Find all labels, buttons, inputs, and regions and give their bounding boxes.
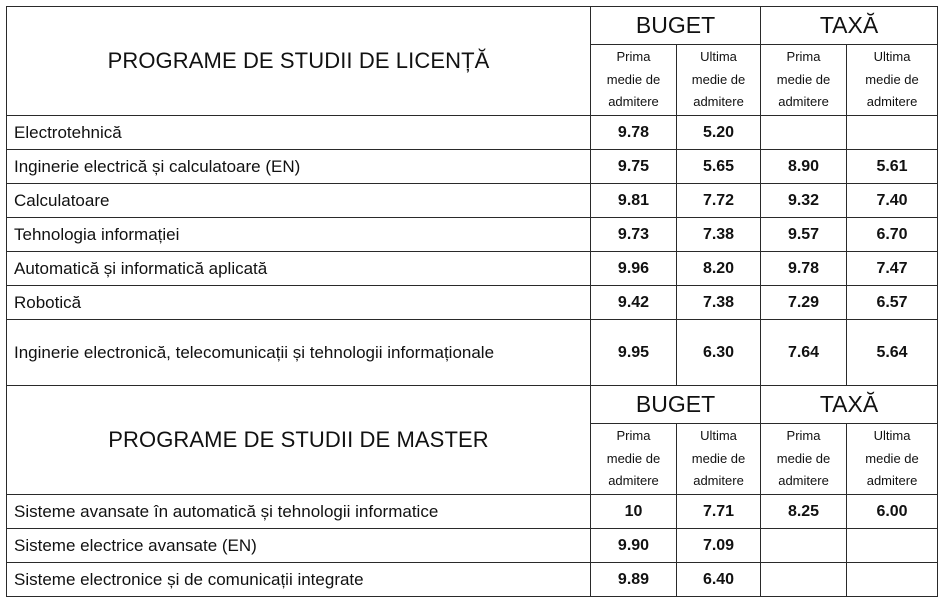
average-value [847, 563, 938, 597]
program-name: Sisteme electronice și de comunicații integrate [7, 563, 591, 597]
last-admission-average-header [677, 424, 761, 495]
master-header-row [7, 386, 938, 424]
average-value [761, 529, 847, 563]
average-value: 7.64 [761, 320, 847, 386]
program-name: Calculatoare [7, 184, 591, 218]
average-value: 5.20 [677, 116, 761, 150]
table-row [7, 252, 938, 286]
average-value [761, 116, 847, 150]
last-admission-average-header [847, 424, 938, 495]
average-value: 7.38 [677, 218, 761, 252]
subheader-line: Prima [616, 49, 651, 65]
average-value: 6.00 [847, 495, 938, 529]
average-value: 9.42 [591, 286, 677, 320]
average-value: 8.25 [761, 495, 847, 529]
average-value [847, 529, 938, 563]
table-row [7, 218, 938, 252]
average-value: 7.47 [847, 252, 938, 286]
subheader-line: medie de [776, 71, 831, 87]
average-value: 9.73 [591, 218, 677, 252]
average-value: 9.78 [761, 252, 847, 286]
first-admission-average-header [591, 424, 677, 495]
subheader-line: admitere [608, 94, 659, 110]
average-value: 9.32 [761, 184, 847, 218]
average-value: 5.61 [847, 150, 938, 184]
program-name: Sisteme avansate în automatică și tehnologii informatice [7, 495, 591, 529]
last-admission-average-header [847, 45, 938, 116]
average-value: 5.64 [847, 320, 938, 386]
program-name: Sisteme electrice avansate (EN) [7, 529, 591, 563]
average-value: 6.40 [677, 563, 761, 597]
average-value: 5.65 [677, 150, 761, 184]
subheader-line: Ultima [873, 49, 911, 65]
average-value: 7.40 [847, 184, 938, 218]
subheader-line: Ultima [700, 49, 737, 65]
subheader-line: Ultima [700, 428, 737, 444]
program-name: Robotică [7, 286, 591, 320]
table-row [7, 286, 938, 320]
average-value [761, 563, 847, 597]
average-value: 9.89 [591, 563, 677, 597]
average-value [847, 116, 938, 150]
table-row [7, 495, 938, 529]
table-row [7, 563, 938, 597]
program-name: Tehnologia informației [7, 218, 591, 252]
average-value: 7.29 [761, 286, 847, 320]
average-value: 6.57 [847, 286, 938, 320]
average-value: 9.81 [591, 184, 677, 218]
program-name: Automatică și informatică aplicată [7, 252, 591, 286]
subheader-line: Prima [616, 428, 651, 444]
average-value: 9.96 [591, 252, 677, 286]
average-value: 6.30 [677, 320, 761, 386]
average-value: 7.72 [677, 184, 761, 218]
last-admission-average-header [677, 45, 761, 116]
subheader-line: admitere [778, 94, 829, 110]
table-row [7, 184, 938, 218]
subheader-line: medie de [865, 71, 919, 87]
subheader-line: medie de [606, 71, 661, 87]
first-admission-average-header [761, 424, 847, 495]
subheader-line: medie de [865, 450, 919, 466]
buget-group-header: BUGET [591, 386, 761, 424]
subheader-line: Prima [786, 49, 821, 65]
taxa-group-header: TAXĂ [761, 386, 938, 424]
average-value: 9.75 [591, 150, 677, 184]
subheader-line: medie de [776, 450, 831, 466]
licenta-header-row [7, 7, 938, 45]
subheader-line: admitere [608, 473, 659, 489]
admission-averages-table [6, 6, 938, 597]
table-row [7, 529, 938, 563]
subheader-line: medie de [691, 71, 746, 87]
subheader-line: admitere [778, 473, 829, 489]
subheader-line: admitere [866, 473, 918, 489]
taxa-group-header: TAXĂ [761, 7, 938, 45]
subheader-line: Ultima [873, 428, 911, 444]
table-body [7, 7, 938, 597]
table-row [7, 320, 938, 386]
subheader-line: admitere [693, 473, 744, 489]
average-value: 7.09 [677, 529, 761, 563]
average-value: 7.71 [677, 495, 761, 529]
first-admission-average-header [591, 45, 677, 116]
average-value: 9.95 [591, 320, 677, 386]
average-value: 7.38 [677, 286, 761, 320]
average-value: 10 [591, 495, 677, 529]
subheader-line: admitere [693, 94, 744, 110]
program-name: Inginerie electronică, telecomunicații și tehnologii informaționale [7, 320, 591, 386]
average-value: 9.78 [591, 116, 677, 150]
program-name: Inginerie electrică și calculatoare (EN) [7, 150, 591, 184]
average-value: 8.90 [761, 150, 847, 184]
first-admission-average-header [761, 45, 847, 116]
average-value: 9.90 [591, 529, 677, 563]
subheader-line: medie de [691, 450, 746, 466]
licenta-section-title: PROGRAME DE STUDII DE LICENȚĂ [7, 7, 591, 116]
buget-group-header: BUGET [591, 7, 761, 45]
master-section-title: PROGRAME DE STUDII DE MASTER [7, 386, 591, 495]
subheader-line: medie de [606, 450, 661, 466]
average-value: 8.20 [677, 252, 761, 286]
program-name: Electrotehnică [7, 116, 591, 150]
table-row [7, 150, 938, 184]
average-value: 9.57 [761, 218, 847, 252]
subheader-line: Prima [786, 428, 821, 444]
average-value: 6.70 [847, 218, 938, 252]
table-row [7, 116, 938, 150]
subheader-line: admitere [866, 94, 918, 110]
